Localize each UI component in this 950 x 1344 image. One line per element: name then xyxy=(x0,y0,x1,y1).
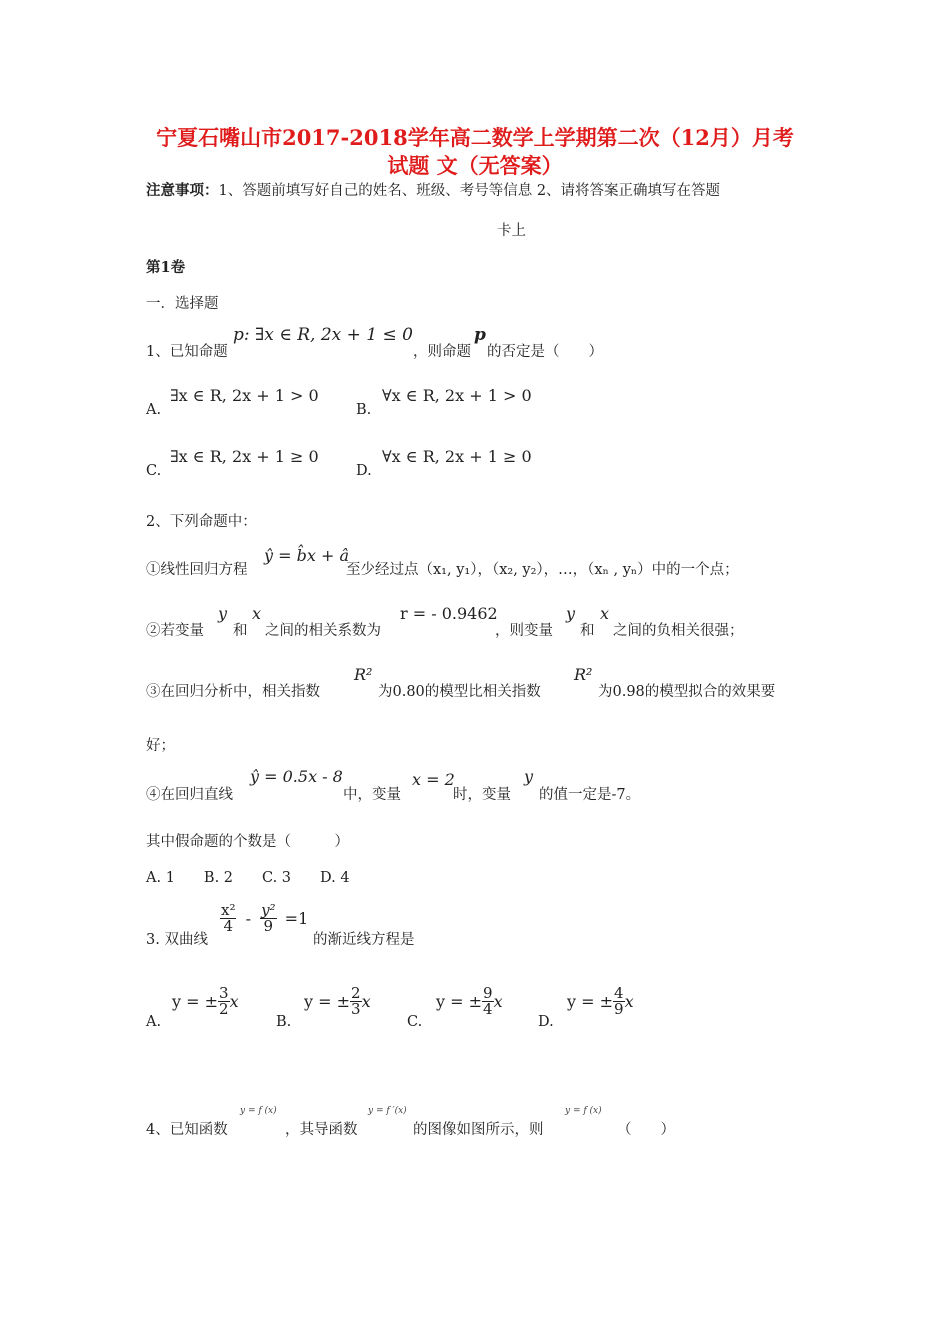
q2-s2-after: ，则变量 xyxy=(495,623,553,639)
q4-mid: ，其导函数 xyxy=(285,1122,358,1138)
notice-text: 1、答题前填写好自己的姓名、班级、考号等信息 2、请将答案正确填写在答题 xyxy=(218,183,721,199)
q1-option-d-expr: ∀x ∈ R, 2x + 1 ≥ 0 xyxy=(382,447,532,466)
q2-s4-prefix: ④在回归直线 xyxy=(146,787,233,803)
q1-option-a-expr: ∃x ∈ R, 2x + 1 > 0 xyxy=(170,386,319,405)
q3-frac1-num: x² xyxy=(221,901,236,919)
q3-frac1-den: 4 xyxy=(220,918,236,934)
q2-s3-r2b: R² xyxy=(574,665,593,684)
q2-s3-end: 为0.98的模型拟合的效果要 xyxy=(598,684,776,700)
q2-s1-prefix: ①线性回归方程 xyxy=(146,562,248,578)
q2-s4-x: x = 2 xyxy=(412,770,455,789)
q3-suffix: 的渐近线方程是 xyxy=(313,932,415,948)
q4-end: （ ） xyxy=(617,1122,675,1138)
q3-option-b-lhs: y = ± xyxy=(304,992,351,1011)
q3-option-b-den: 3 xyxy=(351,1000,361,1018)
q3-option-c-lhs: y = ± xyxy=(436,992,483,1011)
q2-s2-y2: y xyxy=(566,604,576,623)
q3-option-d-num: 4 xyxy=(614,984,624,1002)
q1-prefix: 1、已知命题 xyxy=(146,344,228,360)
q2-s4-mid: 中，变量 xyxy=(343,787,401,803)
q2-s4-after: 时，变量 xyxy=(453,787,511,803)
q3-option-a-var: x xyxy=(229,992,239,1011)
q2-s2-x: x xyxy=(252,604,262,623)
q2-s4-end: 的值一定是-7。 xyxy=(539,787,641,803)
q2-s2-mid: 之间的相关系数为 xyxy=(265,623,381,639)
q3-option-b-var: x xyxy=(361,992,371,1011)
q3-option-b xyxy=(304,986,371,1017)
q3-option-d xyxy=(567,986,634,1017)
q3-option-c xyxy=(436,986,503,1017)
q4-prefix: 4、已知函数 xyxy=(146,1122,228,1138)
notice-line2: 卡上 xyxy=(497,223,526,239)
q2-s1-text: 至少经过点（x₁, y₁），（x₂, y₂），…，（xₙ , yₙ）中的一个点； xyxy=(346,562,739,578)
q1-option-b-label: B. xyxy=(356,402,372,418)
q2-s3-mid: 为0.80的模型比相关指数 xyxy=(378,684,541,700)
volume-heading: 第1卷 xyxy=(146,259,186,276)
q1-proposition: p: ∃x ∈ R, 2x + 1 ≤ 0 xyxy=(233,325,413,345)
q3-option-c-var: x xyxy=(493,992,503,1011)
q4-f2: y = f ′(x) xyxy=(368,1106,407,1116)
q3-frac2 xyxy=(260,903,277,934)
q4-after: 的图像如图所示，则 xyxy=(413,1122,544,1138)
q3-option-a-label: A. xyxy=(146,1014,162,1030)
q2-s2-x2: x xyxy=(600,604,610,623)
document-title-line2: 试题 文（无答案） xyxy=(387,153,563,178)
q2-s2-expr: r = - 0.9462 xyxy=(400,604,498,623)
q3-option-a-lhs: y = ± xyxy=(172,992,219,1011)
q4-f1: y = f (x) xyxy=(240,1106,277,1116)
q1-middle: ，则命题 xyxy=(413,344,471,360)
q1-option-a-label: A. xyxy=(146,402,162,418)
q2-s1-expr: ŷ = b̂x + â xyxy=(264,546,349,565)
q2-question: 其中假命题的个数是（ ） xyxy=(146,834,349,850)
q3-option-b-label: B. xyxy=(276,1014,292,1030)
q3-option-d-label: D. xyxy=(538,1014,554,1030)
q1-option-d-label: D. xyxy=(356,463,372,479)
q2-s3-prefix: ③在回归分析中，相关指数 xyxy=(146,684,320,700)
q3-option-d-den: 9 xyxy=(614,1000,624,1018)
q3-option-c-num: 9 xyxy=(483,984,493,1002)
q3-option-d-var: x xyxy=(624,992,634,1011)
q4-f3: y = f (x) xyxy=(565,1106,602,1116)
q3-option-b-num: 2 xyxy=(351,984,361,1002)
q2-s2-end: 之间的负相关很强； xyxy=(613,623,744,639)
q3-option-a xyxy=(172,986,239,1017)
q3-equation xyxy=(220,903,308,934)
q2-options: A. 1 B. 2 C. 3 D. 4 xyxy=(146,870,350,886)
q3-prefix: 3. 双曲线 xyxy=(146,932,208,948)
q2-s2-and2: 和 xyxy=(580,623,595,639)
q3-frac2-den: 9 xyxy=(260,918,277,934)
q2-s3-r2: R² xyxy=(354,665,373,684)
notice-label: 注意事项： xyxy=(146,182,219,199)
q3-option-a-den: 2 xyxy=(219,1000,229,1018)
q1-option-c-expr: ∃x ∈ R, 2x + 1 ≥ 0 xyxy=(170,447,319,466)
q3-option-c-label: C. xyxy=(407,1014,423,1030)
part-heading: 一．选择题 xyxy=(146,296,219,312)
q2-s2-y: y xyxy=(218,604,228,623)
q2-s2-prefix: ②若变量 xyxy=(146,623,204,639)
q3-option-c-den: 4 xyxy=(483,1000,493,1018)
q2-s4-y: y xyxy=(524,767,534,786)
q1-option-c-label: C. xyxy=(146,463,162,479)
q2-s4-expr: ŷ = 0.5x - 8 xyxy=(250,767,343,786)
q3-option-d-lhs: y = ± xyxy=(567,992,614,1011)
document-title-line1: 宁夏石嘴山市2017-2018学年高二数学上学期第二次（12月）月考 xyxy=(156,125,794,150)
q1-suffix: 的否定是（ ） xyxy=(487,344,603,360)
notice-line xyxy=(146,179,720,200)
q2-stem: 2、下列命题中： xyxy=(146,514,257,530)
q1-p: p xyxy=(474,325,486,345)
q2-s3-cont: 好； xyxy=(146,738,175,754)
q3-option-a-num: 3 xyxy=(219,984,229,1002)
q3-minus: - xyxy=(245,909,251,928)
q3-frac1 xyxy=(220,903,236,934)
q1-option-b-expr: ∀x ∈ R, 2x + 1 > 0 xyxy=(382,386,532,405)
q3-equals: =1 xyxy=(284,909,309,928)
q3-frac2-num: y² xyxy=(261,901,276,919)
q2-s2-and: 和 xyxy=(233,623,248,639)
